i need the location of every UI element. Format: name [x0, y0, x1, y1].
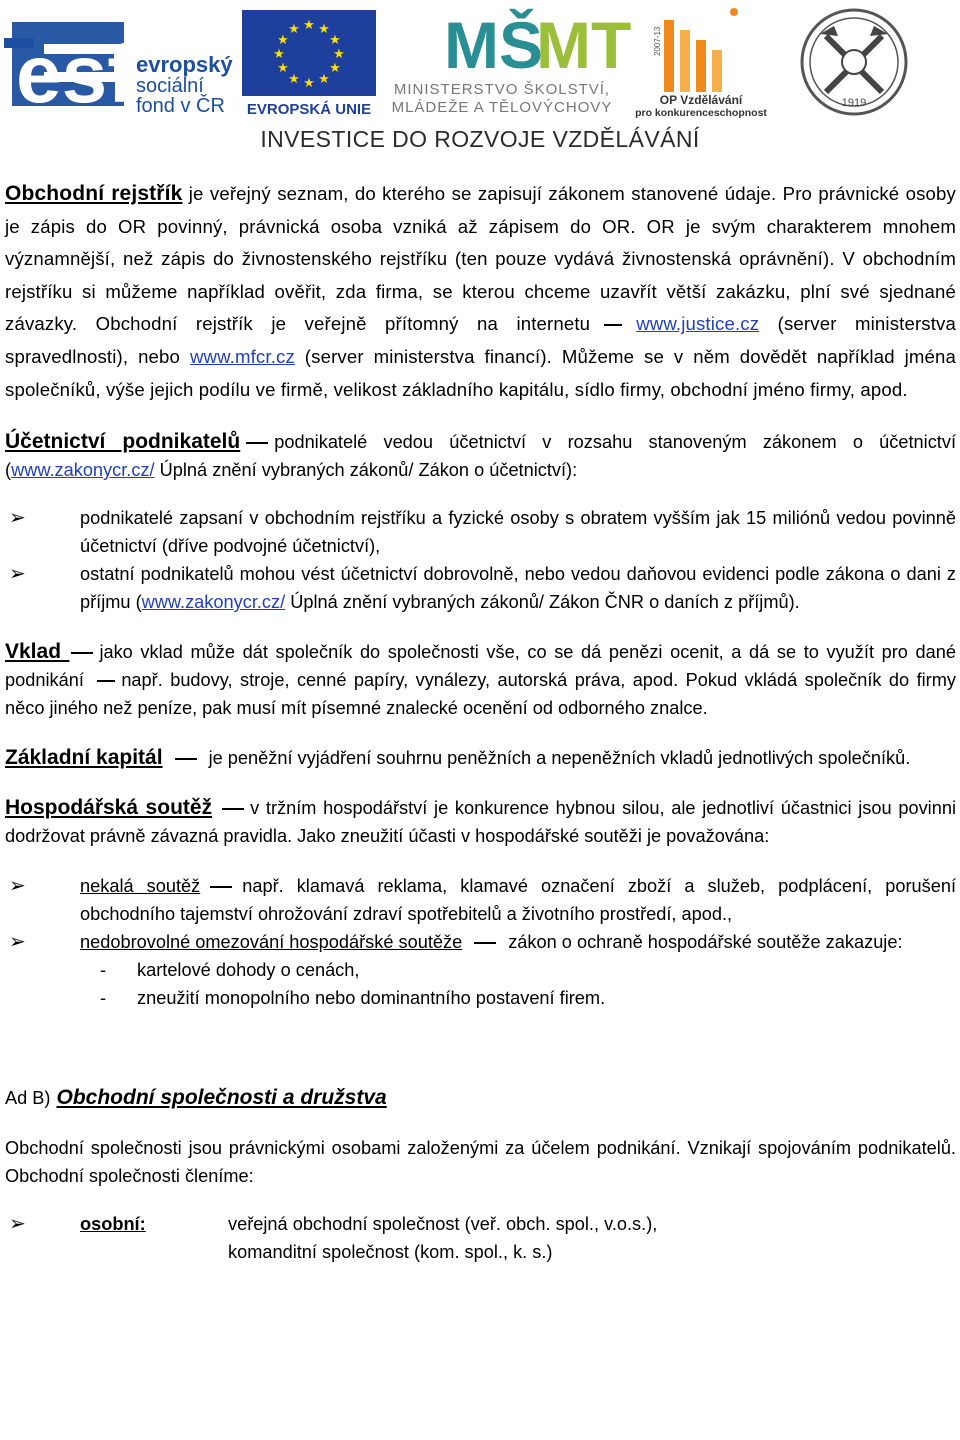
esf-line3: fond v ČR [136, 95, 225, 117]
svg-text:★: ★ [318, 72, 330, 87]
ucetnictvi-paragraph: Účetnictví podnikatelů podnikatelé vedou účetnictví v rozsahu stanoveným zákonem o účetnictví (www.zakonycr.cz/ Úplná znění vybraných zákonů/ Zákon o účetnictví): [5, 430, 957, 481]
list-item: ➢ podnikatelé zapsaní v obchodním rejstříku a fyzické osoby s obratem vyšším jak 15 miliónů vedou povinně účetnictví (dříve podvojné účetnictví), [5, 504, 956, 560]
op-line1: OP Vzdělávání [659, 93, 743, 107]
link-zakonycr-2[interactable]: www.zakonycr.cz/ [141, 592, 286, 613]
eu-label: EVROPSKÁ UNIE [246, 101, 372, 118]
term-hospodarska-soutez: Hospodářská soutěž [5, 796, 213, 820]
list-item: - kartelové dohody o cenách, [100, 960, 360, 981]
svg-text:★: ★ [329, 61, 341, 76]
svg-text:★: ★ [333, 47, 345, 62]
link-mfcr[interactable]: www.mfcr.cz [189, 345, 295, 367]
list-item: ➢ ostatní podnikatelů mohou vést účetnictví dobrovolně, nebo vedou daňovou evidenci podle zákona o dani z příjmu (www.zakonycr.cz/ Úplná znění vybraných zákonů/ Zákon ČNR o daních z příjmů). [5, 560, 956, 616]
op-years: 2007-13 [653, 26, 662, 56]
arrow-bullet-icon: ➢ [9, 875, 26, 898]
list-item: ➢ nekalá soutěž např. klamavá reklama, klamavé označení zboží a služeb, podplácení, porušení obchodního tajemství ohrožování zdraví spotřebitelů a životního prostředí, apod., [5, 872, 956, 928]
list-item: ➢ osobní: veřejná obchodní společnost (veř. obch. spol., v.o.s.), komanditní společnost (kom. spol., k. s.) [5, 1210, 956, 1266]
op-vk-logo [626, 6, 776, 118]
msmt-logo [386, 6, 632, 118]
obchodni-spolecnosti-paragraph: Obchodní společnosti jsou právnickými osobami založenými za účelem podnikání. Vznikají spojováním podnikatelů. Obchodní společnosti členíme: [5, 1138, 956, 1187]
header [0, 0, 960, 160]
op-line2: pro konkurenceschopnost [635, 107, 767, 119]
msmt-line2: MLÁDEŽE A TĚLOVÝCHOVY [391, 99, 613, 116]
seal-year: 1919 [841, 97, 867, 109]
esf-logo [4, 10, 236, 118]
term-obchodni-rejstrik: Obchodní rejstřík [5, 182, 183, 205]
header-banner: INVESTICE DO ROZVOJE VZDĚLÁVÁNÍ [260, 126, 700, 152]
svg-text:esf: esf [16, 29, 135, 120]
svg-text:★: ★ [277, 33, 289, 48]
svg-text:★: ★ [318, 22, 330, 37]
soutez-list [5, 872, 956, 956]
section-label: Ad B) [5, 1088, 51, 1109]
spolecnosti-list [5, 1210, 956, 1266]
osobni-label: osobní: [80, 1214, 146, 1235]
svg-text:★: ★ [277, 61, 289, 76]
svg-text:★: ★ [329, 33, 341, 48]
svg-text:★: ★ [303, 76, 315, 91]
msmt-line1: MINISTERSTVO ŠKOLSTVÍ, [393, 81, 611, 98]
svg-text:★: ★ [303, 18, 315, 33]
eu-flag-logo [240, 10, 378, 118]
soutez-sublist [5, 956, 956, 1012]
ucetnictvi-list [5, 504, 956, 616]
section-heading-ad-b [5, 1084, 956, 1112]
esf-line1: evropský [136, 52, 233, 77]
link-zakonycr[interactable]: www.zakonycr.cz/ [11, 460, 155, 481]
list-item: - zneužití monopolního nebo dominantního postavení firem. [100, 988, 606, 1009]
svg-text:★: ★ [273, 47, 285, 62]
document-body [5, 178, 956, 1266]
section-title: Obchodní společnosti a družstva [56, 1086, 387, 1110]
arrow-bullet-icon: ➢ [9, 563, 26, 586]
obchodni-rejstrik-paragraph: Obchodní rejstřík je veřejný seznam, do kterého se zapisují zákonem stanovené údaje. Pro právnické osoby je zápis do OR povinný, právnická osoba vzniká až zápisem do OR. OR je svým charakterem mnohem významnější, než zápis do živnostenského rejstříku (ten pouze vydává živnostenská oprávnění). V obchodním rejstříku si můžeme například ověřit, zda firma, se kterou chceme uzavřít větší zakázku, plní své sjednané závazky. Obchodní rejstřík je veřejně přítomný na internetu www.justice.cz (server ministerstva spravedlnosti), nebo www.mfcr.cz (server ministerstva financí). Můžeme se v něm dovědět například jména společníků, výše jejich podílu ve firmě, velikost základního kapitálu, sídlo firmy, obchodní jméno firmy, apod. [5, 182, 956, 400]
arrow-bullet-icon: ➢ [9, 507, 26, 530]
arrow-bullet-icon: ➢ [9, 931, 26, 954]
vklad-paragraph: Vklad jako vklad může dát společník do společnosti vše, co se dá penězi ocenit, a dá se to využít pro dané podnikání např. budovy, stroje, cenné papíry, vynálezy, autorská práva, apod. Pokud vkládá společník do firmy něco jiného než peníze, pak musí mít písemné znalecké ocenění od odborného znalce. [5, 640, 956, 719]
zakladni-kapital-paragraph: Základní kapitál je peněžní vyjádření souhrnu peněžních a nepeněžních vkladů jednotlivých společníků. [5, 746, 911, 770]
term-zakladni-kapital: Základní kapitál [5, 746, 163, 770]
list-item: ➢ nedobrovolné omezování hospodářské soutěže zákon o ochraně hospodářské soutěže zakazuje: [5, 928, 956, 956]
esf-line2: sociální [136, 75, 204, 97]
arrow-bullet-icon: ➢ [9, 1213, 26, 1236]
svg-text:★: ★ [288, 22, 300, 37]
link-justice[interactable]: www.justice.cz [636, 313, 760, 335]
hospodarska-soutez-paragraph: Hospodářská soutěž v tržním hospodářství je konkurence hybnou silou, ale jednotliví účastnici jsou povinni dodržovat právně závazná pravidla. Jako zneužití účasti v hospodářské soutěži je považována: [5, 796, 956, 847]
term-ucetnictvi: Účetnictví podnikatelů [5, 430, 241, 454]
svg-text:★: ★ [288, 72, 300, 87]
school-seal-logo [798, 6, 910, 118]
svg-text:MT: MT [536, 8, 632, 82]
svg-text:MŠ: MŠ [444, 8, 543, 82]
term-vklad: Vklad [5, 640, 70, 664]
